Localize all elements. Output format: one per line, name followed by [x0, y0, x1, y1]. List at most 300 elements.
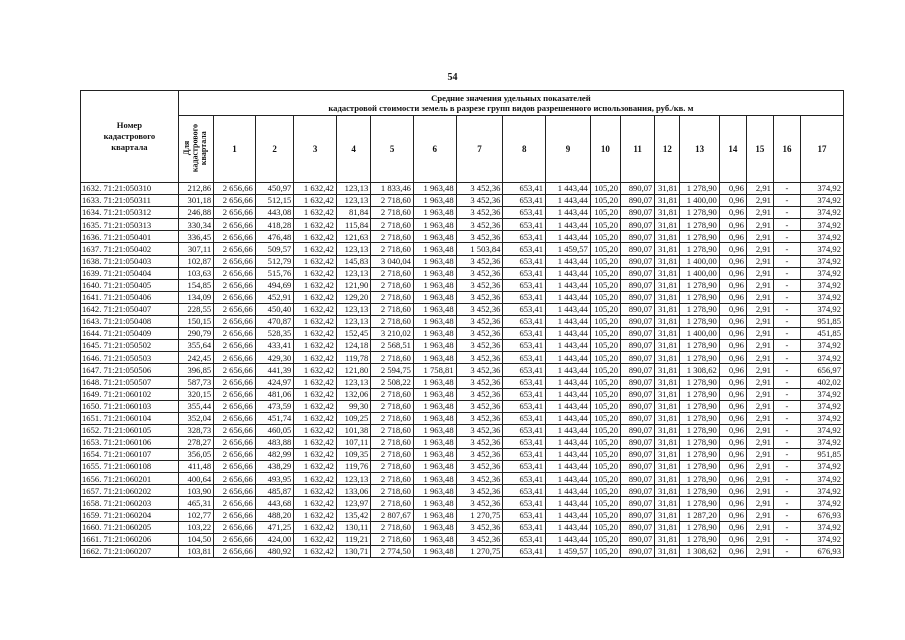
value-cell: 31,81	[655, 340, 680, 352]
value-cell: 2 718,60	[371, 219, 414, 231]
value-cell: 31,81	[655, 388, 680, 400]
value-cell: 2 718,60	[371, 473, 414, 485]
table-row	[81, 388, 844, 400]
value-cell: 890,07	[621, 533, 655, 545]
value-cell: 3 452,36	[456, 340, 503, 352]
value-cell: 0,96	[719, 316, 746, 328]
value-cell: 374,92	[800, 303, 843, 315]
value-cell: 31,81	[655, 231, 680, 243]
value-cell: 374,92	[800, 461, 843, 473]
value-cell: 0,96	[719, 485, 746, 497]
value-cell: 429,30	[255, 352, 294, 364]
table-row	[81, 412, 844, 424]
value-cell: 31,81	[655, 243, 680, 255]
value-cell: 1 443,44	[546, 291, 591, 303]
value-cell: 2,91	[746, 461, 773, 473]
value-cell: 1 443,44	[546, 424, 591, 436]
value-cell: 31,81	[655, 316, 680, 328]
value-cell: 1 963,48	[413, 291, 456, 303]
value-cell: 653,41	[503, 267, 546, 279]
value-cell: 2,91	[746, 376, 773, 388]
column-number-header: 4	[336, 116, 370, 183]
value-cell: 2 656,66	[214, 207, 256, 219]
value-cell: 890,07	[621, 449, 655, 461]
value-cell: 2,91	[746, 388, 773, 400]
value-cell: -	[773, 316, 800, 328]
value-cell: -	[773, 219, 800, 231]
value-cell: 1 278,90	[680, 497, 720, 509]
value-cell: 1 632,42	[294, 279, 337, 291]
value-cell: 890,07	[621, 352, 655, 364]
table-row	[81, 533, 844, 545]
value-cell: 2 656,66	[214, 461, 256, 473]
value-cell: 890,07	[621, 303, 655, 315]
value-cell: 109,25	[336, 412, 370, 424]
value-cell: 307,11	[178, 243, 213, 255]
value-cell: 653,41	[503, 509, 546, 521]
value-cell: 2 718,60	[371, 485, 414, 497]
value-cell: 31,81	[655, 400, 680, 412]
value-cell: 1 632,42	[294, 497, 337, 509]
value-cell: 374,92	[800, 279, 843, 291]
value-cell: 374,92	[800, 183, 843, 195]
kvartal-number-cell: 1654. 71:21:060107	[81, 449, 179, 461]
value-cell: 480,92	[255, 545, 294, 557]
value-cell: 2 656,66	[214, 424, 256, 436]
value-cell: 109,35	[336, 449, 370, 461]
value-cell: 31,81	[655, 436, 680, 448]
value-cell: 1 278,90	[680, 424, 720, 436]
value-cell: 1 443,44	[546, 207, 591, 219]
value-cell: 653,41	[503, 352, 546, 364]
value-cell: 374,92	[800, 412, 843, 424]
kvartal-number-cell: 1655. 71:21:060108	[81, 461, 179, 473]
value-cell: 653,41	[503, 497, 546, 509]
value-cell: 123,13	[336, 195, 370, 207]
value-cell: 653,41	[503, 376, 546, 388]
kvartal-number-cell: 1661. 71:21:060206	[81, 533, 179, 545]
value-cell: 2 718,60	[371, 316, 414, 328]
value-cell: 396,85	[178, 364, 213, 376]
column-number-header: 1	[214, 116, 256, 183]
value-cell: 3 452,36	[456, 231, 503, 243]
value-cell: 107,11	[336, 436, 370, 448]
value-cell: 3 452,36	[456, 303, 503, 315]
value-cell: 2,91	[746, 207, 773, 219]
value-cell: 890,07	[621, 243, 655, 255]
table-row	[81, 316, 844, 328]
value-cell: 2 656,66	[214, 267, 256, 279]
value-cell: 31,81	[655, 461, 680, 473]
column-number-header: 7	[456, 116, 503, 183]
value-cell: 1 443,44	[546, 485, 591, 497]
value-cell: 443,08	[255, 207, 294, 219]
value-cell: -	[773, 183, 800, 195]
value-cell: 1 443,44	[546, 400, 591, 412]
value-cell: 0,96	[719, 340, 746, 352]
value-cell: 1 632,42	[294, 388, 337, 400]
value-cell: 3 452,36	[456, 376, 503, 388]
value-cell: 1 278,90	[680, 279, 720, 291]
value-cell: 3 452,36	[456, 424, 503, 436]
value-cell: 1 443,44	[546, 533, 591, 545]
value-cell: 154,85	[178, 279, 213, 291]
value-cell: 2,91	[746, 219, 773, 231]
value-cell: 105,20	[590, 267, 620, 279]
value-cell: 99,30	[336, 400, 370, 412]
column-number-header: 12	[655, 116, 680, 183]
value-cell: 105,20	[590, 291, 620, 303]
value-cell: 1 963,48	[413, 449, 456, 461]
value-cell: -	[773, 521, 800, 533]
value-cell: 374,92	[800, 207, 843, 219]
value-cell: 105,20	[590, 497, 620, 509]
value-cell: 132,06	[336, 388, 370, 400]
value-cell: 1 278,90	[680, 291, 720, 303]
kvartal-number-cell: 1653. 71:21:060106	[81, 436, 179, 448]
value-cell: 1 278,90	[680, 376, 720, 388]
value-cell: 374,92	[800, 291, 843, 303]
value-cell: 2 718,60	[371, 461, 414, 473]
value-cell: 653,41	[503, 255, 546, 267]
value-cell: -	[773, 195, 800, 207]
value-cell: 105,20	[590, 376, 620, 388]
value-cell: 676,93	[800, 509, 843, 521]
value-cell: 424,00	[255, 533, 294, 545]
kvartal-number-cell: 1662. 71:21:060207	[81, 545, 179, 557]
value-cell: 1 443,44	[546, 364, 591, 376]
value-cell: -	[773, 267, 800, 279]
value-cell: 2 656,66	[214, 195, 256, 207]
value-cell: 134,09	[178, 291, 213, 303]
table-row	[81, 207, 844, 219]
column-number-header: 11	[621, 116, 655, 183]
value-cell: 102,77	[178, 509, 213, 521]
kvartal-number-cell: 1640. 71:21:050405	[81, 279, 179, 291]
value-cell: 31,81	[655, 328, 680, 340]
value-cell: -	[773, 449, 800, 461]
table-row	[81, 243, 844, 255]
kvartal-number-cell: 1647. 71:21:050506	[81, 364, 179, 376]
value-cell: 1 278,90	[680, 243, 720, 255]
value-cell: 0,96	[719, 303, 746, 315]
value-cell: 101,38	[336, 424, 370, 436]
value-cell: 1 632,42	[294, 485, 337, 497]
value-cell: 374,92	[800, 436, 843, 448]
kvartal-number-cell: 1657. 71:21:060202	[81, 485, 179, 497]
value-cell: 374,92	[800, 352, 843, 364]
value-cell: 2 656,66	[214, 340, 256, 352]
value-cell: 2 656,66	[214, 473, 256, 485]
value-cell: 653,41	[503, 291, 546, 303]
value-cell: -	[773, 243, 800, 255]
value-cell: 105,20	[590, 231, 620, 243]
value-cell: 465,31	[178, 497, 213, 509]
value-cell: 951,85	[800, 316, 843, 328]
value-cell: 1 278,90	[680, 412, 720, 424]
value-cell: 1 963,48	[413, 497, 456, 509]
value-cell: 2 656,66	[214, 231, 256, 243]
value-cell: 1 270,75	[456, 545, 503, 557]
value-cell: 1 278,90	[680, 388, 720, 400]
value-cell: 2,91	[746, 412, 773, 424]
value-cell: 512,15	[255, 195, 294, 207]
value-cell: 2,91	[746, 352, 773, 364]
value-cell: 330,34	[178, 219, 213, 231]
value-cell: -	[773, 436, 800, 448]
value-cell: 1 632,42	[294, 291, 337, 303]
value-cell: 123,13	[336, 316, 370, 328]
value-cell: 1 443,44	[546, 376, 591, 388]
value-cell: 2,91	[746, 340, 773, 352]
value-cell: 473,59	[255, 400, 294, 412]
table-row	[81, 424, 844, 436]
value-cell: 653,41	[503, 340, 546, 352]
value-cell: 31,81	[655, 183, 680, 195]
value-cell: 374,92	[800, 267, 843, 279]
value-cell: 105,20	[590, 255, 620, 267]
value-cell: 3 452,36	[456, 316, 503, 328]
value-cell: 1 963,48	[413, 412, 456, 424]
value-cell: 31,81	[655, 267, 680, 279]
value-cell: 0,96	[719, 461, 746, 473]
table-row	[81, 303, 844, 315]
value-cell: 452,91	[255, 291, 294, 303]
value-cell: 374,92	[800, 219, 843, 231]
table-row	[81, 231, 844, 243]
value-cell: 2 807,67	[371, 509, 414, 521]
value-cell: 2 656,66	[214, 219, 256, 231]
value-cell: 512,79	[255, 255, 294, 267]
column-number-header: 5	[371, 116, 414, 183]
value-cell: 31,81	[655, 352, 680, 364]
value-cell: 3 452,36	[456, 497, 503, 509]
value-cell: 2,91	[746, 291, 773, 303]
value-cell: 1 400,00	[680, 267, 720, 279]
value-cell: 2,91	[746, 521, 773, 533]
value-cell: 105,20	[590, 364, 620, 376]
value-cell: 1 963,48	[413, 485, 456, 497]
value-cell: 2 656,66	[214, 533, 256, 545]
value-cell: 374,92	[800, 485, 843, 497]
value-cell: 3 452,36	[456, 485, 503, 497]
column-number-header: 10	[590, 116, 620, 183]
value-cell: 105,20	[590, 449, 620, 461]
value-cell: 0,96	[719, 521, 746, 533]
value-cell: 31,81	[655, 303, 680, 315]
value-cell: 31,81	[655, 521, 680, 533]
value-cell: 450,97	[255, 183, 294, 195]
value-cell: 1 308,62	[680, 545, 720, 557]
value-cell: 103,63	[178, 267, 213, 279]
value-cell: 0,96	[719, 509, 746, 521]
value-cell: 2 656,66	[214, 328, 256, 340]
value-cell: 374,92	[800, 473, 843, 485]
value-cell: 2 656,66	[214, 388, 256, 400]
cadastral-value-table	[80, 90, 844, 558]
value-cell: 2 718,60	[371, 497, 414, 509]
value-cell: 476,48	[255, 231, 294, 243]
value-cell: 400,64	[178, 473, 213, 485]
value-cell: 0,96	[719, 328, 746, 340]
value-cell: 0,96	[719, 183, 746, 195]
value-cell: 246,88	[178, 207, 213, 219]
column-number-header: 15	[746, 116, 773, 183]
value-cell: 2 656,66	[214, 521, 256, 533]
value-cell: 31,81	[655, 533, 680, 545]
value-cell: 121,90	[336, 279, 370, 291]
table-row	[81, 340, 844, 352]
value-cell: 653,41	[503, 243, 546, 255]
value-cell: 890,07	[621, 485, 655, 497]
value-cell: 890,07	[621, 267, 655, 279]
column-number-header: 17	[800, 116, 843, 183]
value-cell: 133,06	[336, 485, 370, 497]
value-cell: 676,93	[800, 545, 843, 557]
kvartal-number-cell: 1646. 71:21:050503	[81, 352, 179, 364]
value-cell: 1 632,42	[294, 461, 337, 473]
value-cell: 2 718,60	[371, 412, 414, 424]
value-cell: 890,07	[621, 412, 655, 424]
value-cell: 1 443,44	[546, 267, 591, 279]
value-cell: 2,91	[746, 545, 773, 557]
value-cell: 123,97	[336, 497, 370, 509]
value-cell: 1 278,90	[680, 473, 720, 485]
value-cell: 1 278,90	[680, 219, 720, 231]
value-cell: 1 963,48	[413, 207, 456, 219]
value-cell: 2 656,66	[214, 279, 256, 291]
value-cell: 2 656,66	[214, 255, 256, 267]
kvartal-number-cell: 1656. 71:21:060201	[81, 473, 179, 485]
value-cell: 1 963,48	[413, 279, 456, 291]
value-cell: 890,07	[621, 231, 655, 243]
value-cell: 1 963,48	[413, 400, 456, 412]
value-cell: 509,57	[255, 243, 294, 255]
value-cell: 1 963,48	[413, 509, 456, 521]
value-cell: 2,91	[746, 485, 773, 497]
value-cell: 2,91	[746, 255, 773, 267]
value-cell: 278,27	[178, 436, 213, 448]
kvartal-number-cell: 1639. 71:21:050404	[81, 267, 179, 279]
value-cell: 1 443,44	[546, 255, 591, 267]
value-cell: 494,69	[255, 279, 294, 291]
value-cell: 528,35	[255, 328, 294, 340]
value-cell: 1 278,90	[680, 449, 720, 461]
value-cell: 145,83	[336, 255, 370, 267]
value-cell: 890,07	[621, 207, 655, 219]
table-row	[81, 449, 844, 461]
value-cell: 130,71	[336, 545, 370, 557]
value-cell: 1 632,42	[294, 195, 337, 207]
value-cell: 653,41	[503, 364, 546, 376]
value-cell: 105,20	[590, 388, 620, 400]
table-row	[81, 497, 844, 509]
value-cell: 0,96	[719, 231, 746, 243]
value-cell: 2 656,66	[214, 352, 256, 364]
table-row	[81, 279, 844, 291]
value-cell: 2,91	[746, 436, 773, 448]
value-cell: 1 963,48	[413, 473, 456, 485]
value-cell: 653,41	[503, 388, 546, 400]
value-cell: 653,41	[503, 412, 546, 424]
value-cell: 374,92	[800, 243, 843, 255]
value-cell: 1 632,42	[294, 364, 337, 376]
value-cell: 2,91	[746, 509, 773, 521]
value-cell: 890,07	[621, 388, 655, 400]
value-cell: -	[773, 388, 800, 400]
value-cell: 1 278,90	[680, 400, 720, 412]
value-cell: 1 278,90	[680, 303, 720, 315]
value-cell: 0,96	[719, 388, 746, 400]
value-cell: 150,15	[178, 316, 213, 328]
column-number-header: 6	[413, 116, 456, 183]
value-cell: 2,91	[746, 400, 773, 412]
value-cell: 0,96	[719, 291, 746, 303]
table-row	[81, 376, 844, 388]
value-cell: 493,95	[255, 473, 294, 485]
kvartal-number-cell: 1633. 71:21:050311	[81, 195, 179, 207]
value-cell: 3 452,36	[456, 461, 503, 473]
value-cell: 2 508,22	[371, 376, 414, 388]
value-cell: 2 718,60	[371, 267, 414, 279]
column-number-header: 16	[773, 116, 800, 183]
value-cell: 1 308,62	[680, 364, 720, 376]
value-cell: 2,91	[746, 195, 773, 207]
value-cell: 1 632,42	[294, 533, 337, 545]
value-cell: 1 459,57	[546, 243, 591, 255]
value-cell: 653,41	[503, 231, 546, 243]
value-cell: -	[773, 461, 800, 473]
value-cell: 2 718,60	[371, 231, 414, 243]
value-cell: -	[773, 291, 800, 303]
value-cell: 1 632,42	[294, 412, 337, 424]
value-cell: 3 452,36	[456, 195, 503, 207]
value-cell: 1 443,44	[546, 340, 591, 352]
value-cell: 1 963,48	[413, 303, 456, 315]
value-cell: 3 452,36	[456, 183, 503, 195]
value-cell: 2,91	[746, 497, 773, 509]
kvartal-number-cell: 1638. 71:21:050403	[81, 255, 179, 267]
value-cell: 0,96	[719, 473, 746, 485]
value-cell: 1 632,42	[294, 219, 337, 231]
value-cell: 121,80	[336, 364, 370, 376]
value-cell: 1 287,20	[680, 509, 720, 521]
value-cell: 0,96	[719, 352, 746, 364]
value-cell: 102,87	[178, 255, 213, 267]
value-cell: 1 443,44	[546, 521, 591, 533]
value-cell: 0,96	[719, 364, 746, 376]
value-cell: 1 632,42	[294, 231, 337, 243]
value-cell: 2 718,60	[371, 449, 414, 461]
value-cell: 653,41	[503, 207, 546, 219]
value-cell: 119,21	[336, 533, 370, 545]
value-cell: 2 718,60	[371, 243, 414, 255]
value-cell: 374,92	[800, 231, 843, 243]
value-cell: 31,81	[655, 485, 680, 497]
table-row	[81, 521, 844, 533]
value-cell: 1 278,90	[680, 461, 720, 473]
value-cell: 105,20	[590, 340, 620, 352]
table-row	[81, 485, 844, 497]
value-cell: 1 632,42	[294, 255, 337, 267]
value-cell: 890,07	[621, 183, 655, 195]
value-cell: 0,96	[719, 424, 746, 436]
value-cell: 123,13	[336, 376, 370, 388]
value-cell: 0,96	[719, 412, 746, 424]
value-cell: 123,13	[336, 267, 370, 279]
value-cell: 31,81	[655, 364, 680, 376]
value-cell: 105,20	[590, 412, 620, 424]
